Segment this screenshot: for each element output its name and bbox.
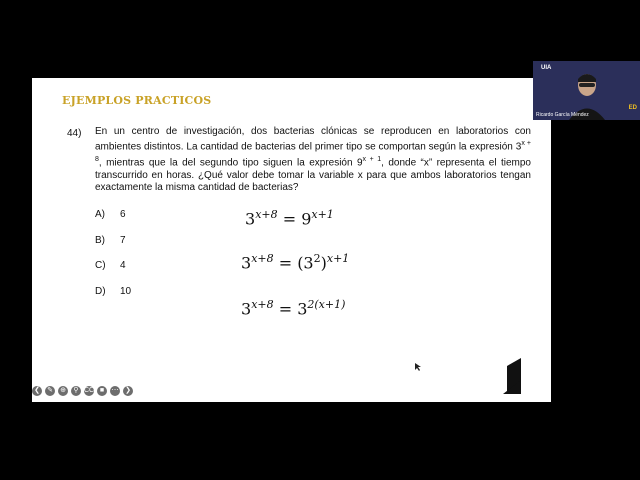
option-letter: D): [95, 286, 106, 297]
equation-1: [245, 208, 334, 228]
option-value: 6: [120, 209, 126, 220]
presenter-name: Ricardo García Méndez: [536, 112, 589, 118]
eq1-equals: =: [277, 209, 302, 229]
equation-3: [241, 298, 345, 318]
eq1-lhs-exponent: x+8: [255, 208, 278, 221]
eq1-rhs-base: 9: [301, 209, 312, 229]
back-icon[interactable]: ❮: [32, 386, 42, 396]
eq3-lhs-base: 3: [241, 299, 252, 319]
expression-1-exponent: x + 8: [95, 140, 531, 164]
forward-icon[interactable]: ❯: [123, 386, 133, 396]
mouse-cursor-icon: [415, 363, 421, 371]
more-icon[interactable]: ⋯: [111, 387, 119, 394]
eq1-rhs-exponent: x+1: [311, 208, 334, 221]
webcam-tag: ED: [628, 105, 637, 111]
eq2-rhs-exponent: x+1: [326, 252, 350, 265]
option-value: 10: [120, 286, 132, 297]
equation-2: [241, 252, 349, 272]
question-number: 44): [67, 128, 82, 139]
pen-icon[interactable]: ✎: [45, 386, 55, 396]
brand-logo-icon: [501, 356, 545, 396]
question-part-1: En un centro de investigación, dos bacterias clónicas se reproducen en laboratorios con ambientes distintos. La cantidad de bacterias del primer tipo se comportan según la expresión: [95, 126, 531, 153]
presentation-toolbar: [32, 386, 133, 400]
option-value: 4: [120, 260, 126, 271]
eq2-equals: =: [273, 253, 298, 273]
eq2-rhs-inner-exponent: 2: [313, 252, 321, 265]
option-letter: A): [95, 209, 105, 220]
question-part-3: , donde “x” representa el tiempo transcurrido en horas. ¿Qué valor debe tomar la variable x para que ambos laboratorios tengan exactamente la misma cantidad de bacterias?: [95, 157, 531, 194]
eq2-rhs-close: ): [320, 253, 327, 273]
eq2-rhs-open: (3: [297, 253, 314, 273]
question-text: [95, 126, 531, 195]
option-letter: C): [95, 260, 106, 271]
zoom-icon[interactable]: ⊕: [58, 386, 68, 396]
camera-icon[interactable]: ■: [97, 386, 107, 396]
webcam-org-logo: UIA: [541, 65, 552, 71]
search-icon[interactable]: ⚲: [71, 386, 81, 396]
expression-2-exponent: x + 1: [362, 156, 382, 164]
eq2-lhs-base: 3: [241, 253, 252, 273]
question-part-2: , mientras que la del segundo tipo siguen la expresión: [98, 157, 357, 169]
captions-icon[interactable]: CC: [84, 387, 95, 394]
option-letter: B): [95, 235, 105, 246]
eq3-equals: =: [273, 299, 298, 319]
eq3-rhs-base: 3: [297, 299, 308, 319]
expression-1-base: 3: [515, 141, 522, 153]
eq1-lhs-base: 3: [245, 209, 256, 229]
option-value: 7: [120, 235, 126, 246]
slide-title: EJEMPLOS PRACTICOS: [62, 94, 212, 107]
presentation-slide: [32, 78, 551, 402]
expression-2-base: 9: [356, 157, 363, 169]
eq3-lhs-exponent: x+8: [251, 298, 274, 311]
webcam-overlay: [533, 61, 640, 120]
eq3-rhs-exponent: 2(x+1): [307, 298, 346, 311]
eq2-lhs-exponent: x+8: [251, 252, 274, 265]
